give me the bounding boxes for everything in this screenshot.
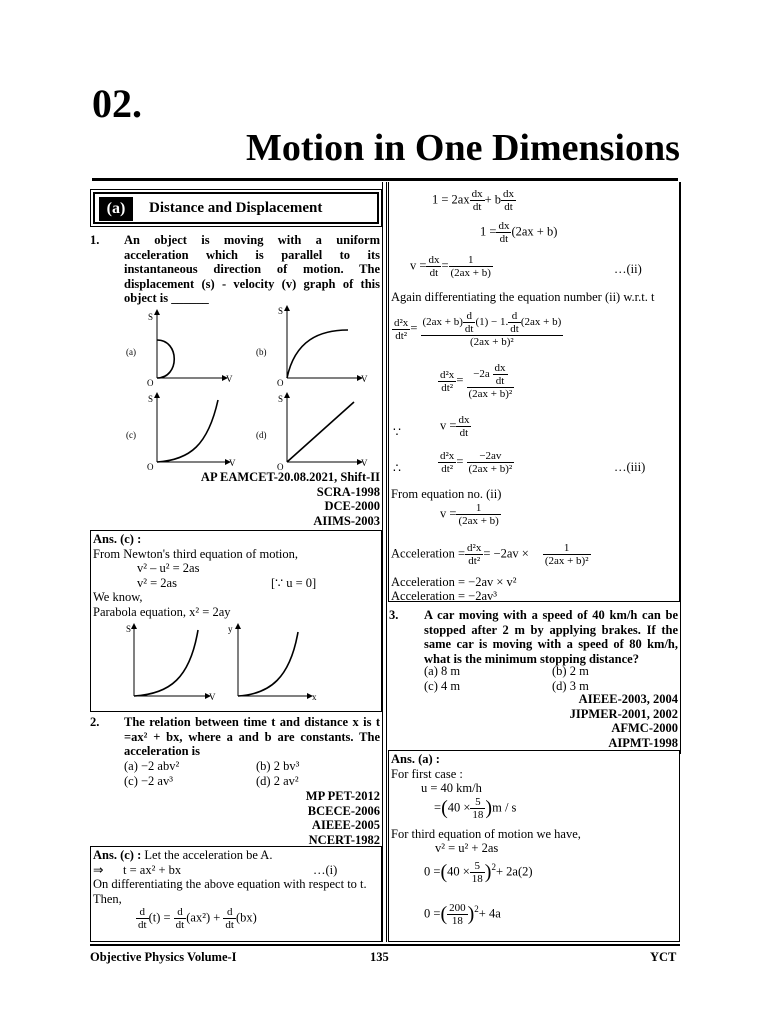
a2-eq-diff: $\frac{d}{dt}$ (t) = $\frac{d}{dt}$ (ax²) + $\frac{d}{dt}$ (bx) — [138, 906, 257, 931]
title-rule — [92, 178, 678, 181]
q1-b-origin: O — [277, 378, 284, 388]
a2-eq-d2c: $\frac{\text{d²x}}{\text{dt²}}$ = $\frac{-2av}{\text{(2ax + b)²}}$ — [440, 450, 513, 475]
q1-graph-b — [277, 306, 368, 388]
chapter-title: Motion in One Dimensions — [246, 127, 680, 169]
a3-line1: For first case : — [391, 766, 463, 781]
q2-opt-c: (c) −2 av³ — [124, 773, 173, 788]
section-letter: (a) — [99, 197, 133, 221]
right-border — [680, 182, 681, 754]
a3-eq-zero2: 0 =( $\frac{200}{18}$ )$^2$+ 4a — [424, 902, 501, 927]
q1-option-graphs — [120, 300, 380, 475]
q1-opt-c-label: (c) — [126, 430, 136, 440]
answer-3 — [391, 752, 677, 796]
q3-source: JIPMER-2001, 2002 — [569, 706, 678, 721]
a2-eq-v2: v = $\frac{1}{(2ax + b)}$ — [440, 502, 499, 527]
q1-source: SCRA-1998 — [316, 484, 380, 499]
q2-source: NCERT-1982 — [308, 832, 380, 847]
q1-b-axis-v: V — [361, 374, 368, 384]
q3-options — [424, 664, 678, 693]
a2-eq-t-label: …(i) — [313, 862, 338, 877]
q3-source: AIPMT-1998 — [608, 735, 678, 750]
section-title: Distance and Displacement — [149, 200, 323, 216]
q3-opt-b: (b) 2 m — [552, 664, 589, 678]
q3-opt-d: (d) 3 m — [552, 678, 589, 693]
a2-eq-r2: 1 = $\frac{dx}{dt}$ (2ax + b) — [480, 220, 558, 245]
q2-source: AIEEE-2005 — [311, 818, 380, 833]
q1-c-axis-v: V — [229, 458, 236, 468]
a2-since: ∵ — [393, 425, 401, 439]
a1-eq2-note: [∵ u = 0] — [271, 575, 317, 590]
a2-acc-line2: Acceleration = −2av × v² — [391, 575, 517, 589]
q2-sources — [180, 789, 380, 847]
q1-graph-a — [147, 312, 233, 388]
a1-axis-v: V — [209, 692, 216, 702]
a2-eq-v: v = $\frac{dx}{dt}$ = $\frac{1}{(2ax + b)}$ — [410, 254, 491, 279]
q1-sources — [180, 470, 380, 528]
footer-publisher: YCT — [650, 950, 677, 964]
q1-source: AP EAMCET-20.08.2021, Shift-II — [200, 470, 380, 484]
a3-eq-u: u = 40 km/h — [421, 781, 482, 796]
a2-line-from: From equation no. (ii) — [391, 487, 502, 501]
a1-line2: We know, — [93, 590, 143, 605]
a2-arrow: ⇒ — [93, 862, 104, 877]
q2-number: 2. — [90, 715, 100, 729]
a2-line2: Then, — [93, 891, 122, 906]
q2-opt-b: (b) 2 bv³ — [256, 759, 300, 773]
q3-sources — [440, 692, 678, 750]
q3-source: AIEEE-2003, 2004 — [578, 692, 678, 706]
a1-eq1: v² – u² = 2as — [137, 561, 200, 576]
q3-source: AFMC-2000 — [611, 721, 678, 736]
a2-eq-r1: 1 = 2ax $\frac{dx}{dt}$ + b $\frac{dx}{dt}$ — [432, 188, 515, 213]
a1-graphs — [120, 618, 330, 702]
q1-source: DCE-2000 — [324, 499, 380, 514]
a1-axis-x: x — [312, 692, 317, 702]
a1-graph-s-v — [126, 624, 216, 702]
q3-text: A car moving with a speed of 40 km/h can be stopped after 2 m by applying brakes. If the same car is moving with a speed of 80 km/h, what is the minimum stopping distance? — [424, 608, 678, 666]
a2-therefore: ∴ — [393, 461, 401, 475]
a1-axis-s: S — [126, 624, 132, 634]
q1-d-axis-v: V — [361, 458, 368, 468]
a3-line2: For third equation of motion we have, — [391, 827, 581, 841]
a1-graph-y-x — [228, 624, 317, 702]
q1-a-axis-s: S — [148, 312, 154, 322]
a3-eq-third: v² = u² + 2as — [435, 841, 499, 855]
a2-acc-line3: Acceleration = −2av³ — [391, 589, 497, 603]
q1-text: An object is moving with a uniform acceleration which is parallel to its instantaneous direction of motion. The displacement (s) - velocity (v) graph of this object is ______ — [124, 233, 380, 306]
column-divider-left — [382, 182, 383, 942]
footer-book-title: Objective Physics Volume-I — [90, 950, 237, 964]
q1-a-origin: O — [147, 378, 154, 388]
column-divider-right — [386, 182, 387, 942]
q1-d-origin: O — [277, 462, 284, 472]
a1-eq2: v² = 2as — [137, 575, 177, 590]
a3-eq-conv: =(40 × $\frac{5}{18}$ )m / s — [434, 796, 517, 821]
q2-opt-d: (d) 2 av² — [256, 773, 299, 788]
q1-source: AIIMS-2003 — [313, 513, 380, 528]
q1-c-origin: O — [147, 462, 154, 472]
a2-eq-since: v = $\frac{dx}{dt}$ — [440, 414, 470, 439]
q1-graph-c — [147, 394, 236, 472]
footer-rule — [90, 944, 680, 946]
a1-axis-y: y — [228, 624, 233, 634]
a2-line1: On differentiating the above equation with respect to t. — [93, 877, 367, 892]
q1-b-axis-s: S — [278, 306, 284, 316]
q1-graph-d — [277, 394, 368, 472]
q1-opt-a-label: (a) — [126, 347, 136, 357]
answer-1 — [93, 532, 378, 620]
a2-eq-v-label: …(ii) — [614, 262, 642, 276]
answer-2-left — [93, 848, 378, 906]
q2-text: The relation between time t and distance x is t =ax² + bx, where a and b are constants. The acceleration is — [124, 715, 380, 759]
q3-opt-a: (a) 8 m — [424, 664, 461, 678]
a2-intro: Let the acceleration be A. — [141, 848, 273, 862]
q2-opt-a: (a) −2 abv² — [124, 759, 180, 773]
a2-eq-d2: $\frac{\text{d²x}}{\text{dt²}}$ = (2ax + b) $\frac{d}{dt}$ (1) − 1. $\frac{d}{dt}$ (2ax + b) (2ax + b)² — [394, 310, 562, 348]
section-heading — [90, 189, 382, 227]
q2-source: MP PET-2012 — [305, 789, 380, 803]
a3-eq-zero1: 0 =(40 × $\frac{5}{18}$ )$^2$+ 2a(2) — [424, 860, 533, 885]
q1-number: 1. — [90, 233, 100, 247]
a1-label: Ans. (c) : — [93, 532, 142, 546]
a2-eq-d2c-label: …(iii) — [614, 460, 646, 474]
q3-opt-c: (c) 4 m — [424, 678, 461, 693]
a2-label: Ans. (c) : — [93, 848, 142, 862]
q1-d-axis-s: S — [278, 394, 284, 404]
q2-source: BCECE-2006 — [307, 803, 380, 818]
a1-line3: Parabola equation, x² = 2ay — [93, 604, 231, 619]
answer-box-2-cont — [388, 182, 680, 602]
chapter-number: 02. — [92, 81, 142, 126]
q1-opt-b-label: (b) — [256, 347, 267, 357]
footer-page-number: 135 — [370, 950, 389, 964]
a2-eq-d2b: $\frac{\text{d²x}}{\text{dt²}}$ = −2a $\frac{dx}{dt}$ (2ax + b)² — [440, 362, 513, 400]
a1-line1: From Newton's third equation of motion, — [93, 546, 299, 561]
a3-label: Ans. (a) : — [391, 752, 440, 766]
a2-line-again: Again differentiating the equation number (ii) w.r.t. t — [391, 290, 655, 304]
a2-eq-t: t = ax² + bx — [123, 862, 182, 877]
q2-options — [124, 759, 380, 788]
q1-opt-d-label: (d) — [256, 430, 267, 440]
q3-number: 3. — [389, 608, 399, 622]
a2-acc-eq: Acceleration = $\frac{\text{d²x}}{\text{dt²}}$ = −2av × $\frac{1}{\text{(2ax + b)²}}$ — [391, 542, 589, 567]
q1-a-axis-v: V — [226, 374, 233, 384]
q1-c-axis-s: S — [148, 394, 154, 404]
